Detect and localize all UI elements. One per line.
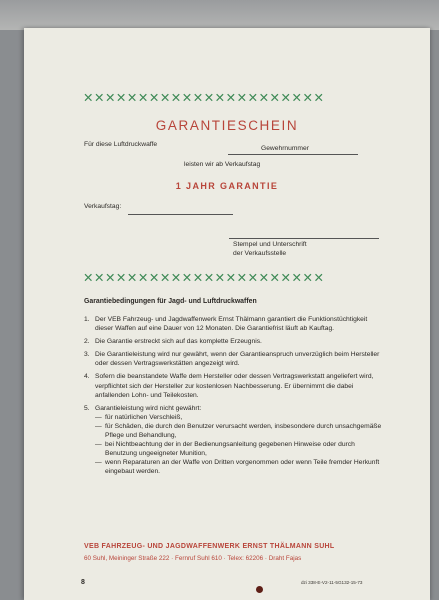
condition-text: Der VEB Fahrzeug- und Jagdwaffenwerk Ernst Thälmann garantiert die Funktionstüchtigkeit dieser Waffen auf eine Dauer von 12 Monaten. Die Garantiefrist läuft ab Kauftag. xyxy=(95,316,368,333)
condition-number: 3. xyxy=(84,351,90,359)
page-number: 8 xyxy=(81,579,85,586)
hole-punch-mark xyxy=(256,586,263,593)
document-title: GARANTIESCHEIN xyxy=(155,118,299,133)
stamp-location-label: der Verkaufsstelle xyxy=(233,250,287,257)
weapon-number-label: Gewehrnummer xyxy=(261,145,309,152)
condition-number: 1. xyxy=(84,316,90,323)
condition-item xyxy=(84,350,382,368)
company-address: 60 Suhl, Meininger Straße 222 · Fernruf Suhl 610 · Telex: 62206 · Draht Fajas xyxy=(84,555,302,562)
condition-number: 4. xyxy=(84,373,90,381)
exclusion-item: — für natürlichen Verschleiß, xyxy=(95,413,382,422)
weapon-number-line xyxy=(228,154,358,155)
background-top xyxy=(0,0,439,30)
condition-number: 2. xyxy=(84,338,90,346)
document-page xyxy=(24,28,430,600)
condition-text: Garantieleistung wird nicht gewährt: xyxy=(95,404,202,412)
stamp-signature-label: Stempel und Unterschrift xyxy=(233,241,307,248)
exclusions-list xyxy=(84,413,382,477)
condition-item xyxy=(84,315,382,333)
condition-item xyxy=(84,404,382,477)
sales-date-line xyxy=(128,214,233,215)
conditions-list xyxy=(84,315,382,477)
condition-text: Die Garantie erstreckt sich auf das komplette Erzeugnis. xyxy=(95,338,262,346)
condition-item xyxy=(84,337,382,346)
condition-number: 5. xyxy=(84,404,90,412)
condition-item xyxy=(84,372,382,399)
conditions-heading: Garantiebedingungen für Jagd- und Luftdruckwaffen xyxy=(84,298,257,305)
exclusion-item: — wenn Reparaturen an der Waffe von Dritten vorgenommen oder wenn Teile fremder Herkunft eingebaut werden. xyxy=(95,458,382,476)
exclusion-item: — bei Nichtbeachtung der in der Bedienungsanleitung gegebenen Hinweise oder durch Benutzung ungeeigneter Munition, xyxy=(95,440,382,458)
weapon-label: Für diese Luftdruckwaffe xyxy=(84,141,158,148)
print-code: dzi 338-E-V2-11-5G132-15-73 xyxy=(301,580,363,585)
condition-text: Sofern die beanstandete Waffe dem Hersteller oder dessen Vertragswerkstatt angeliefert wird, verpflichtet sich der Hersteller zur kostenlosen Nachbesserung. Er übernimmt die dabei anfallenden Lohn- und Teilekosten. xyxy=(95,373,374,399)
guarantee-term: 1 JAHR GARANTIE xyxy=(175,181,279,191)
signature-line xyxy=(229,238,379,239)
decorative-border-top: ✕✕✕✕✕✕✕✕✕✕✕✕✕✕✕✕✕✕✕✕✕✕ xyxy=(83,90,325,105)
exclusion-item: — für Schäden, die durch den Benutzer verursacht werden, insbesondere durch unsachgemäße Pflege und Behandlung, xyxy=(95,422,382,440)
sales-date-label: Verkaufstag: xyxy=(84,203,122,210)
decorative-border-bottom: ✕✕✕✕✕✕✕✕✕✕✕✕✕✕✕✕✕✕✕✕✕✕ xyxy=(83,270,325,285)
sale-day-label: leisten wir ab Verkaufstag xyxy=(184,161,261,168)
company-name: VEB FAHRZEUG- UND JAGDWAFFENWERK ERNST THÄLMANN SUHL xyxy=(84,543,335,550)
condition-text: Die Garantieleistung wird nur gewährt, wenn der Garantieanspruch unverzüglich beim Hersteller oder dessen Vertragswerkstätten angezeigt wird. xyxy=(95,351,380,368)
